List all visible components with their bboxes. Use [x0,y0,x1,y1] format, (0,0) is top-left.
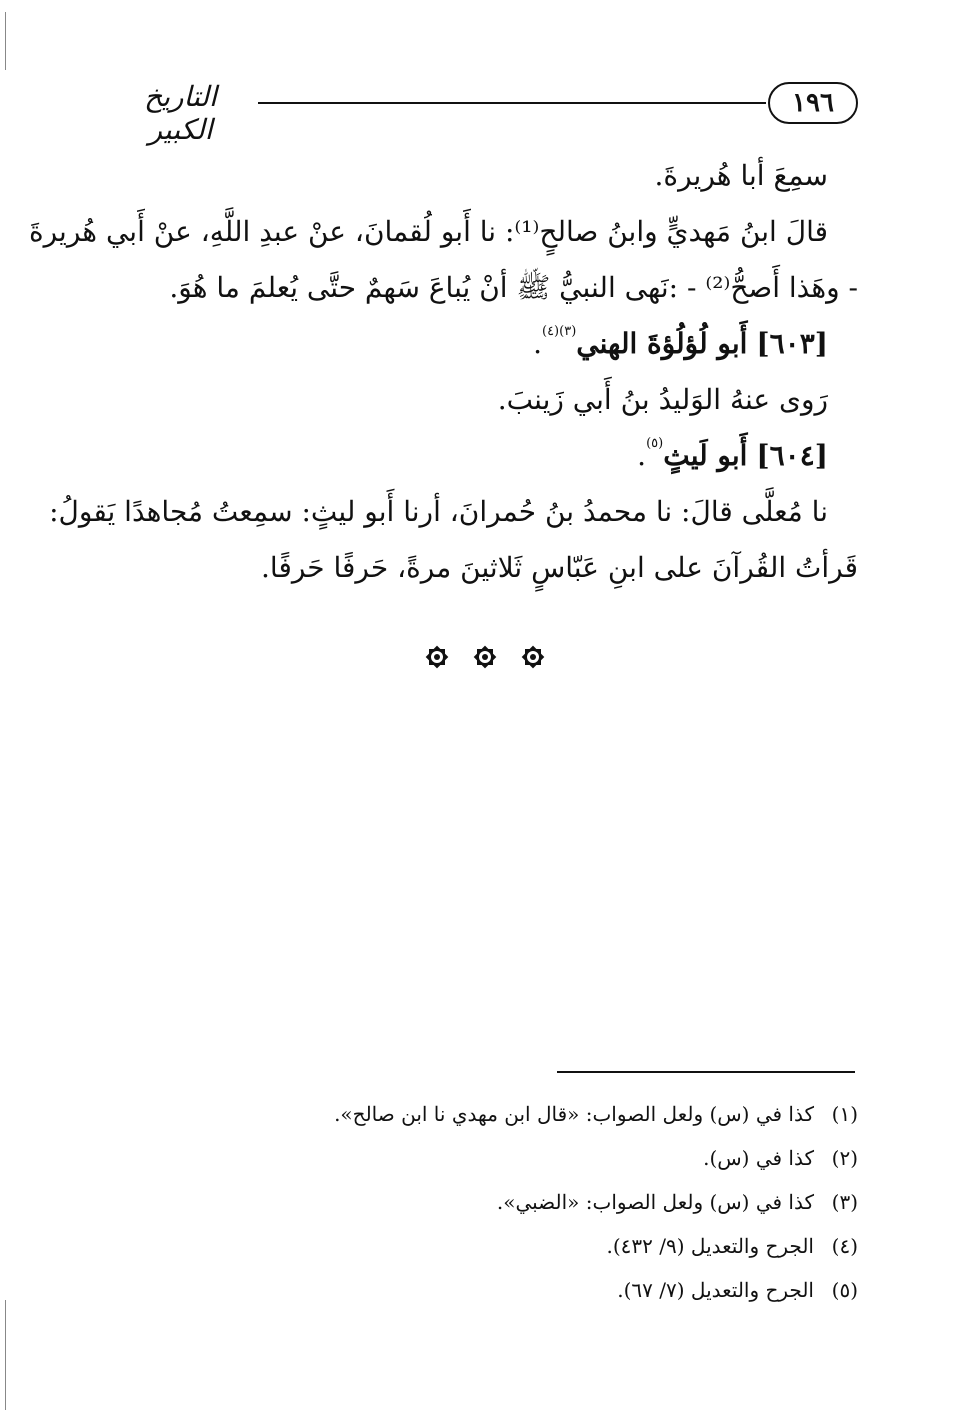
footnote [108,1092,858,1136]
footnote [108,1136,858,1180]
text-line: سمِعَ أبا هُريرةَ. [654,159,828,192]
running-title: التاريخ الكبير [144,80,217,146]
section-ornaments [420,640,550,680]
page-header [108,78,858,146]
entry-number: [٦٠٤] [756,439,828,472]
ornament-flower-icon [516,640,550,674]
page-number: ١٩٦ [768,82,858,124]
footnote-number: (٥) [831,1278,858,1302]
footnotes [108,1092,858,1312]
footnote [108,1180,858,1224]
footnote-number: (٢) [831,1146,858,1170]
footnote [108,1224,858,1268]
footnote-text: كذا في (س) ولعل الصواب: «الضبي». [496,1190,814,1214]
scan-margin-mark [5,1300,6,1410]
scan-margin-mark [5,12,6,70]
header-rule [258,102,766,104]
text-line: قالَ ابنُ مَهديٍّ وابنُ صالحٍ⁽¹⁾: نا أَبو لُقمانَ، عنْ عبدِ اللَّهِ، عنْ أَبي هُريرةَ [28,215,828,248]
text-line: قَرأتُ القُرآنَ على ابنِ عَبّاسٍ ثَلاثينَ مرةً، حَرفًا حَرفًا. [261,551,858,584]
footnote-text: الجرح والتعديل (٩/ ٤٣٢). [606,1234,814,1258]
footnote-number: (١) [831,1102,858,1126]
entry-number: [٦٠٣] [756,327,828,360]
entry-name: أَبو لُؤلُؤةَ الهني [576,327,748,360]
footnote-text: الجرح والتعديل (٧/ ٦٧). [617,1278,814,1302]
footnote-text: كذا في (س). [703,1146,814,1170]
text-line: نا مُعلَّى قالَ: نا محمدُ بنُ حُمرانَ، أرنا أَبو ليثٍ: سمِعتُ مُجاهدًا يَقولُ: [49,495,828,528]
text-line: رَوى عنهُ الوَليدُ بنُ أَبي زَينبَ. [497,383,828,416]
footnote-ref: (٥) [646,435,664,451]
main-text [28,148,858,596]
entry-604-heading: [٦٠٤] أَبو لَيثٍ$^{(٥)}$. [637,435,828,472]
entry-603-heading: [٦٠٣] أَبو لُؤلُؤةَ الهني$^{(٣)(٤)}$. [533,323,828,360]
footnote-separator [557,1071,855,1073]
ornament-flower-icon [468,640,502,674]
text-line: - وهَذا أَصحُّ⁽²⁾ - :نَهى النبيُّ ﷺ أنْ يُباعَ سَهمٌ حتَّى يُعلمَ ما هُوَ. [169,271,858,304]
footnote-text: كذا في (س) ولعل الصواب: «قال ابن مهدي نا ابن صالح». [334,1102,814,1126]
footnote-ref: (٣)(٤) [541,323,577,339]
footnote-number: (٤) [831,1234,858,1258]
footnote [108,1268,858,1312]
ornament-flower-icon [420,640,454,674]
entry-name: أَبو لَيثٍ [663,439,748,472]
footnote-number: (٣) [831,1190,858,1214]
